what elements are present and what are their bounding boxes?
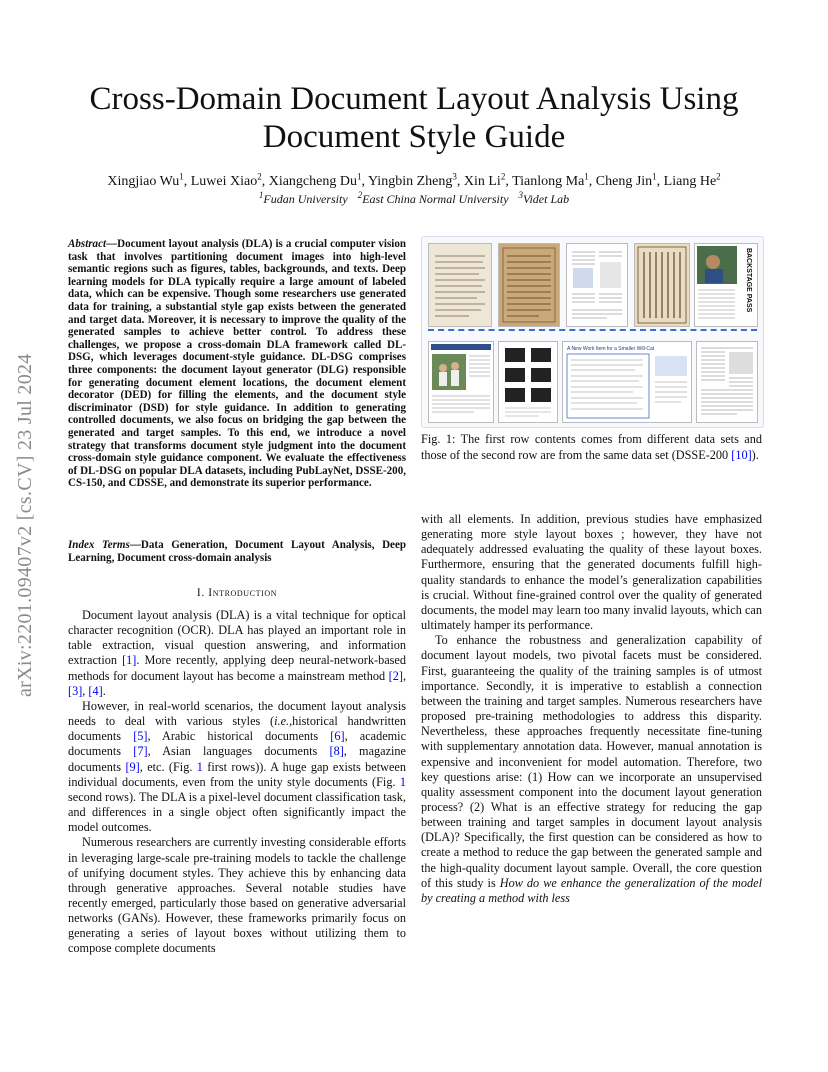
newsletter-layout bbox=[563, 342, 691, 422]
intro-right-column bbox=[421, 512, 762, 906]
photo-grid-layout bbox=[499, 342, 557, 422]
title-line-1: Cross-Domain Document Layout Analysis Using bbox=[89, 81, 739, 117]
figure-1-caption bbox=[421, 432, 762, 463]
newsletter-headline: A New Work Item for a Smaller Will-Cat bbox=[567, 346, 655, 352]
author-name: Luwei Xiao$^2$ bbox=[190, 171, 262, 189]
text-run: first rows)). A huge gap exists between individual documents, even from the unity style documents (Fig. bbox=[68, 759, 406, 789]
citation-link[interactable]: 1 bbox=[399, 774, 406, 789]
author-name: Cheng Jin$^1$ bbox=[595, 171, 657, 189]
citation-link[interactable]: [10] bbox=[731, 447, 752, 462]
thumb-newsletter bbox=[562, 341, 692, 423]
abstract-text: —Document layout analysis (DLA) is a crucial computer vision task that involves partitioning document images into high-level semantic regions such as figures, tables, backgrounds, and texts. Deep learning models for DLA typically require a large amount of labeled data, which can be expensive. Though some researchers use generated data for training, a substantial style gap exists between the generated and target data. Moreover, it is necessary to improve the quality of the generated samples to achieve better control. To address these challenges, we propose a cross-domain DLA framework called DL-DSG, which leverages document-style guidance. DL-DSG comprises three components: the document layout generator (DLG) responsible for generating document element locations, the document element decorator (DED) for filling the elements, and the document style discriminator (DSD) for style guidance. In addition to generating controlled documents, we also focus on bridging the gap between the generated and target samples. To this end, we introduce a novel strategy that transforms document style judgment into the document cross-domain style guidance component. We evaluate the effectiveness of DL-DSG on popular DLA datasets, including PubLayNet, DSSE-200, CS-150, and CDSSE, and demonstrate its superior performance. bbox=[68, 238, 406, 490]
text-run: . More recently, applying deep neural-network-based methods for document layout has become a mainstream method bbox=[68, 653, 406, 683]
vertical-text-columns bbox=[635, 244, 689, 326]
text-run: ). bbox=[751, 447, 759, 462]
thumb-asian-document bbox=[634, 243, 690, 327]
author-affiliation-mark: 1 bbox=[652, 171, 657, 182]
author-name: Liang He$^2$ bbox=[663, 171, 721, 189]
affiliation: $^3$Videt Lab bbox=[518, 190, 570, 206]
text-run: , etc. (Fig. bbox=[139, 759, 197, 774]
italic-text: i.e. bbox=[274, 714, 290, 729]
paragraph bbox=[421, 512, 762, 633]
citation-link[interactable]: [5] bbox=[133, 729, 148, 744]
section-heading: I. Introduction bbox=[196, 587, 278, 599]
author-name: Xiangcheng Du$^1$ bbox=[268, 171, 362, 189]
index-terms-text: —Data Generation, Document Layout Analysis, Deep Learning, Document cross-domain analysis bbox=[68, 539, 407, 564]
abstract-label: Abstract bbox=[68, 238, 107, 250]
handwriting-lines bbox=[429, 244, 491, 326]
citation-link[interactable]: [4] bbox=[88, 683, 103, 698]
row-divider bbox=[428, 329, 757, 331]
paper-title bbox=[0, 80, 828, 156]
author-name: Yingbin Zheng$^3$ bbox=[367, 171, 457, 189]
sports-magazine-layout bbox=[429, 342, 493, 422]
text-run: To enhance the robustness and generalization capability of document layout models, two pivotal facets must be considered. First, guaranteeing the quality of the training samples is of utmost importance. Secondly, it is imperative to establish a connection between the training and target samples. Numerous researchers have proposed pre-training methodologies to address this disparity. Nevertheless, these approaches frequently necessitate fine-tuning with supplementary annotation data. However, manual annotation is expensive and inconvenient for model automation. Therefore, two key questions arise: (1) How can we incorporate an unsupervised quality assessment component into the document layout generation process? (2) What is an effective strategy for reducing the gap between training and target samples in document layout analysis (DLA)? Specifically, the first question can be considered as how to create a method to reduce the gap between the generated sample and the high-quality document layout sample. Overall, the core question of this study is bbox=[421, 633, 762, 890]
citation-link[interactable]: [3] bbox=[68, 683, 83, 698]
paragraph bbox=[421, 633, 762, 906]
text-run: . bbox=[102, 683, 106, 698]
affiliation-mark: 3 bbox=[518, 190, 524, 200]
affiliation: $^2$East China Normal University bbox=[357, 190, 509, 206]
author-affiliation-mark: 2 bbox=[716, 171, 721, 182]
affiliation: $^1$Fudan University bbox=[258, 190, 348, 206]
text-run: , Asian languages documents bbox=[147, 744, 330, 759]
author-affiliation-mark: 2 bbox=[500, 171, 506, 182]
author-name: Xingjiao Wu$^1$ bbox=[107, 171, 184, 189]
author-affiliation-mark: 1 bbox=[356, 171, 362, 182]
author-affiliation-mark: 1 bbox=[179, 171, 184, 182]
citation-link[interactable]: [1] bbox=[122, 653, 137, 668]
paragraph bbox=[68, 699, 406, 835]
figure-1 bbox=[421, 236, 764, 428]
citation-link[interactable]: [8] bbox=[329, 744, 344, 759]
author-affiliation-mark: 2 bbox=[257, 171, 262, 182]
intro-left-column bbox=[68, 608, 406, 957]
thumb-handwritten-letter bbox=[428, 243, 492, 327]
thumb-text-document bbox=[696, 341, 758, 423]
citation-link[interactable]: [9] bbox=[125, 759, 140, 774]
index-terms bbox=[68, 539, 406, 564]
citation-link[interactable]: [2] bbox=[388, 668, 403, 683]
author-affiliation-mark: 1 bbox=[584, 171, 589, 182]
text-run: Document layout analysis (DLA) is a vital technique for optical character recognition (OCR). DLA has played an important role in table extraction, visual question answering, and information extraction bbox=[68, 608, 406, 668]
author-name: Xin Li$^2$ bbox=[463, 171, 506, 189]
author-name: Tianlong Ma$^1$ bbox=[512, 171, 589, 189]
manuscript-lines bbox=[499, 244, 559, 326]
text-run: , Arabic historical documents bbox=[147, 729, 331, 744]
academic-paper-lines bbox=[567, 244, 627, 326]
text-run: with all elements. In addition, previous studies have emphasized generating more style layout boxes ; however, they have not adequately addressed evaluating the quality of these layout boxes. Furthermore, ensuring that the generated documents fulfill high-quality standards to enhance the model’s generalization capabilities is crucial. Without fine-grained control over the quality of generated documents, the model may learn too many invalid layouts, which can ultimately hamper its performance. bbox=[421, 512, 762, 633]
abstract bbox=[68, 238, 406, 490]
text-run: , bbox=[82, 683, 89, 698]
italic-text: How do we enhance the generalization of the model by creating a method with less bbox=[421, 875, 762, 905]
citation-link[interactable]: [6] bbox=[330, 729, 345, 744]
text-document-layout bbox=[697, 342, 757, 422]
text-run: ,historical handwritten documents bbox=[68, 714, 406, 744]
thumb-academic-paper bbox=[566, 243, 628, 327]
affiliation-mark: 2 bbox=[357, 190, 363, 200]
thumb-magazine-page bbox=[694, 243, 758, 327]
text-run: , academic documents bbox=[68, 729, 407, 759]
paragraph bbox=[68, 835, 406, 956]
text-run: , magazine documents bbox=[68, 744, 406, 774]
text-run: Numerous researchers are currently investing considerable efforts in leveraging large-scale pre-training models to tackle the challenge of unifying document styles. They achieve this by enhancing data through generative approaches. Several notable studies have recently emerged, particularly those based on generative adversarial networks (GANs). However, these frameworks primarily focus on generating a series of layout boxes without utilizing them to compose complete documents bbox=[68, 835, 406, 956]
affiliation-mark: 1 bbox=[258, 190, 264, 200]
thumb-photo-grid bbox=[498, 341, 558, 423]
affiliation-list bbox=[40, 191, 788, 207]
index-terms-label: Index Terms bbox=[68, 539, 130, 551]
thumb-sports-magazine bbox=[428, 341, 494, 423]
thumb-arabic-manuscript bbox=[498, 243, 560, 327]
text-run: However, in real-world scenarios, the document layout analysis needs to deal with various styles ( bbox=[68, 698, 406, 729]
magazine-vertical-label: BACKSTAGE PASS bbox=[745, 248, 752, 313]
title-line-2: Document Style Guide bbox=[262, 119, 566, 155]
citation-link[interactable]: 1 bbox=[196, 759, 203, 774]
arxiv-identifier: arXiv:2201.09407v2 [cs.CV] 23 Jul 2024 bbox=[14, 353, 36, 697]
text-run: second rows). The DLA is a pixel-level document classification task, and differences in a single object often significantly impact the model outcomes. bbox=[68, 789, 406, 835]
citation-link[interactable]: [7] bbox=[133, 744, 148, 759]
text-run: , bbox=[402, 668, 406, 683]
author-affiliation-mark: 3 bbox=[452, 171, 457, 182]
text-run: Fig. 1: The first row contents comes from different data sets and those of the second row are from the same data set (DSSE-200 bbox=[421, 432, 762, 462]
paragraph bbox=[68, 608, 406, 699]
author-list: Xingjiao Wu$^1$, Luwei Xiao$^2$, Xiangcheng Du$^1$, Yingbin Zheng$^3$, Xin Li$^2$, Tianlong Ma$^1$, Cheng Jin$^1$, Liang He$^2$ bbox=[107, 171, 721, 189]
